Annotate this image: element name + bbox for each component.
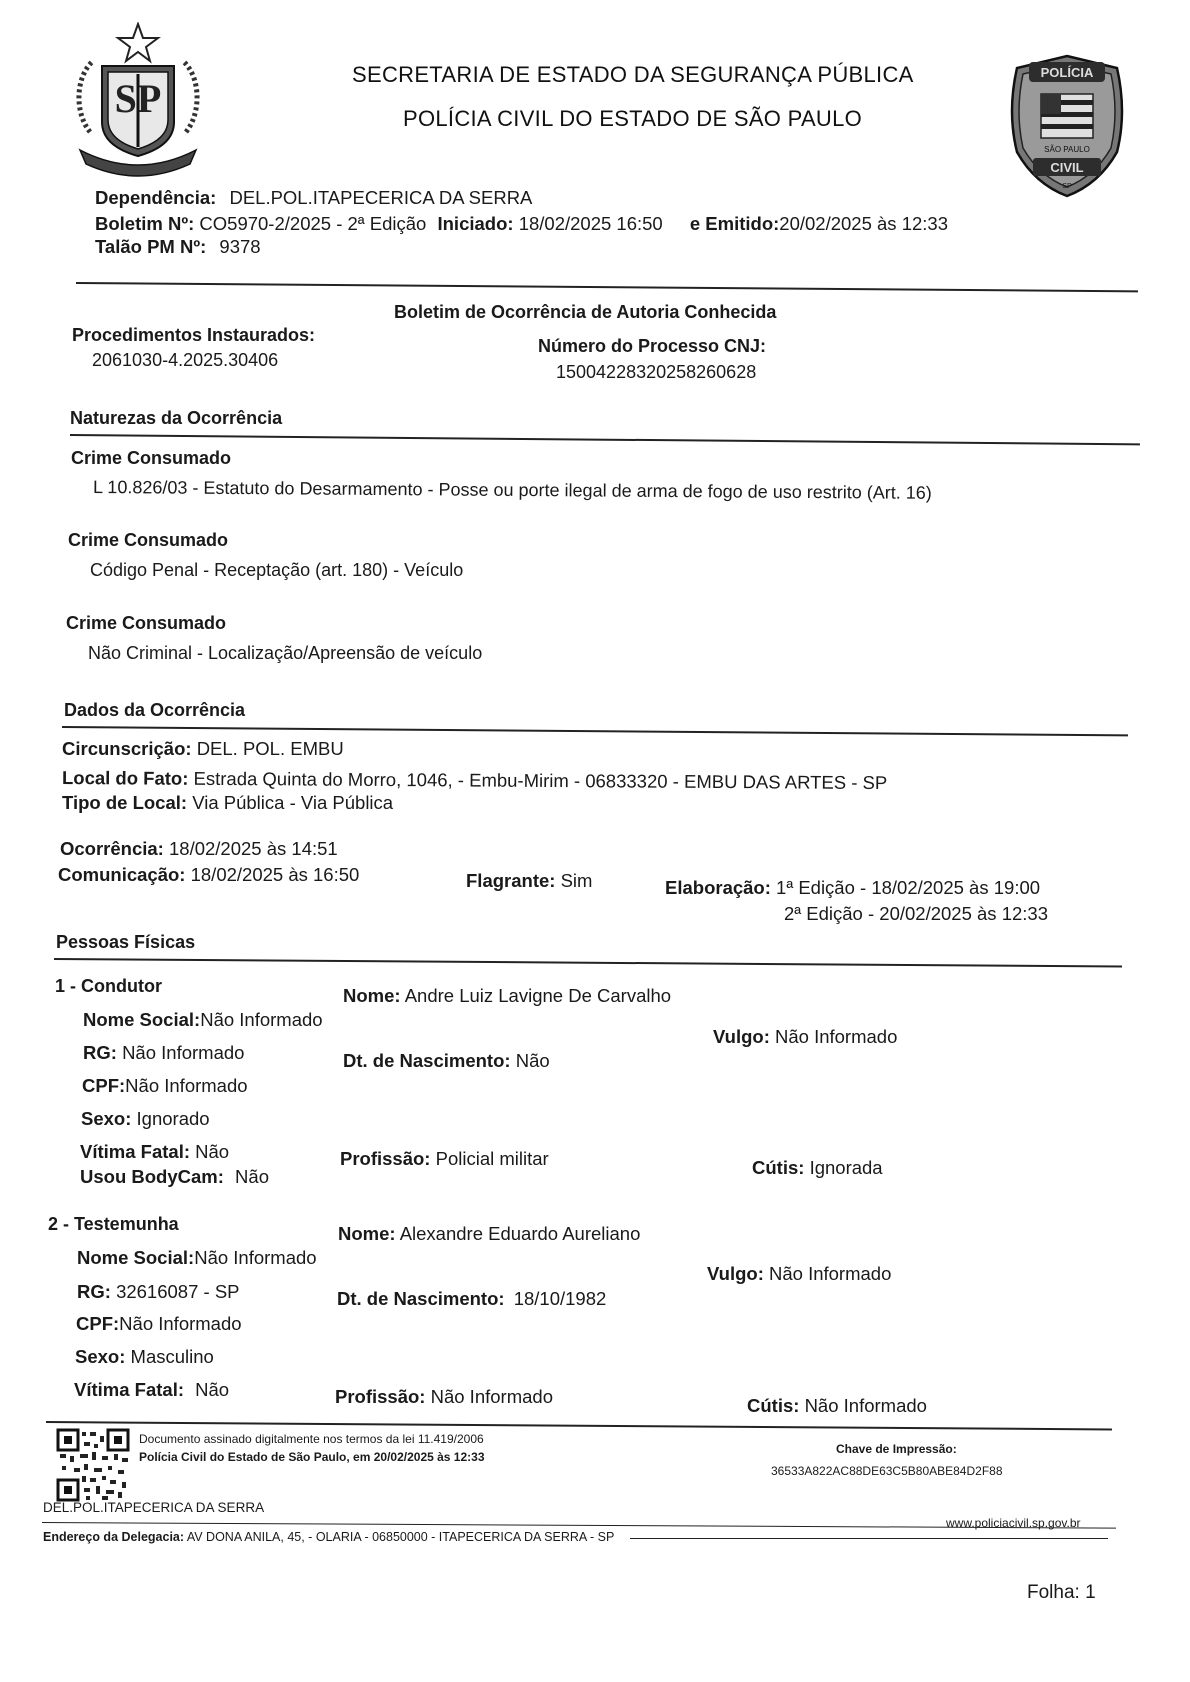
boletim-row <box>95 213 948 235</box>
talao-row <box>95 236 261 258</box>
talao-value: 9378 <box>219 236 261 257</box>
talao-label: Talão PM Nº: <box>95 236 207 257</box>
naturezas-section-title: Naturezas da Ocorrência <box>70 408 283 428</box>
comunicacao-label: Comunicação: <box>58 864 186 885</box>
pessoa-2-vulgo: Vulgo: Não Informado <box>707 1263 892 1284</box>
pessoa-2-role: 2 - Testemunha <box>48 1214 179 1234</box>
endereco-delegacia: Endereço da Delegacia: AV DONA ANILA, 45, - OLARIA - 06850000 - ITAPECERICA DA SERRA - SP <box>43 1530 615 1544</box>
pessoa-2-cutis: Cútis: Não Informado <box>747 1395 927 1416</box>
procedimentos-value: 2061030-4.2025.30406 <box>92 350 279 370</box>
pessoa-2-nascimento: Dt. de Nascimento: 18/10/1982 <box>337 1288 607 1309</box>
circunscricao-value: DEL. POL. EMBU <box>196 738 344 759</box>
pessoa-1-nome: Nome: Andre Luiz Lavigne De Carvalho <box>343 985 672 1006</box>
circunscricao-label: Circunscrição: <box>62 738 192 759</box>
local-fato-row <box>62 767 887 794</box>
dependencia-value: DEL.POL.ITAPECERICA DA SERRA <box>229 187 533 208</box>
policia-civil-badge <box>1003 52 1131 200</box>
local-fato-label: Local do Fato: <box>61 767 189 789</box>
elaboracao-row <box>665 877 1040 899</box>
comunicacao-value: 18/02/2025 às 16:50 <box>190 864 360 885</box>
policia-civil-emissao-text: Polícia Civil do Estado de São Paulo, em 20/02/2025 às 12:33 <box>139 1450 485 1464</box>
natureza-2-title: Crime Consumado <box>68 530 229 550</box>
pessoa-1-profissao: Profissão: Policial militar <box>340 1148 549 1169</box>
dependencia-row <box>95 187 532 209</box>
boletim-label: Boletim Nº: <box>95 213 195 234</box>
emitido-label: e Emitido: <box>689 213 780 234</box>
footer-top-divider <box>46 1421 1112 1430</box>
pessoa-1-cutis: Cútis: Ignorada <box>752 1157 883 1178</box>
processo-cnj-value: 15004228320258260628 <box>556 362 757 382</box>
pessoa-1-nascimento: Dt. de Nascimento: Não <box>343 1050 550 1071</box>
flagrante-row <box>466 870 592 892</box>
elaboracao-label: Elaboração: <box>665 877 771 898</box>
footer-delegacia: DEL.POL.ITAPECERICA DA SERRA <box>43 1500 265 1515</box>
pessoa-1-bodycam: Usou BodyCam: Não <box>80 1166 269 1187</box>
ocorrencia-row <box>60 838 338 860</box>
dependencia-label: Dependência: <box>95 187 217 208</box>
pessoa-2-sexo: Sexo: Masculino <box>75 1346 214 1367</box>
header-divider <box>76 282 1138 292</box>
site-link[interactable]: www.policiacivil.sp.gov.br <box>946 1516 1081 1530</box>
pessoa-2-nome-social: Nome Social:Não Informado <box>77 1247 317 1268</box>
procedimentos-label: Procedimentos Instaurados: <box>72 325 316 345</box>
svg-text:POLÍCIA: POLÍCIA <box>1040 65 1094 80</box>
ocorrencia-value: 18/02/2025 às 14:51 <box>169 838 338 859</box>
pessoa-1-rg: RG: Não Informado <box>83 1042 245 1063</box>
dados-section-title: Dados da Ocorrência <box>64 700 246 720</box>
pessoa-1-sexo: Sexo: Ignorado <box>81 1108 210 1129</box>
pessoas-divider <box>54 958 1122 967</box>
pessoa-1-vitima: Vítima Fatal: Não <box>80 1141 230 1162</box>
local-fato-value: Estrada Quinta do Morro, 1046, - Embu-Mirim - 06833320 - EMBU DAS ARTES - SP <box>193 767 888 794</box>
pessoa-1-nome-social: Nome Social:Não Informado <box>83 1009 323 1030</box>
assinatura-digital-text: Documento assinado digitalmente nos termos da lei 11.419/2006 <box>139 1432 484 1446</box>
comunicacao-row <box>58 864 359 886</box>
iniciado-value: 18/02/2025 16:50 <box>518 213 663 234</box>
folha-number: Folha: 1 <box>1027 1582 1096 1603</box>
emitido-value: 20/02/2025 às 12:33 <box>779 213 948 234</box>
circunscricao-row <box>62 738 344 760</box>
svg-text:SP: SP <box>1062 183 1072 190</box>
flagrante-label: Flagrante: <box>466 870 556 891</box>
pessoas-section-title: Pessoas Físicas <box>56 932 196 952</box>
natureza-3-desc: Não Criminal - Localização/Apreensão de veículo <box>88 643 483 663</box>
tipo-local-label: Tipo de Local: <box>62 792 188 813</box>
svg-text:SP: SP <box>114 76 162 121</box>
natureza-1-desc: L 10.826/03 - Estatuto do Desarmamento - Posse ou porte ilegal de arma de fogo de uso restrito (Art. 16) <box>92 477 932 503</box>
secretaria-title: SECRETARIA DE ESTADO DA SEGURANÇA PÚBLICA <box>352 62 914 87</box>
pessoa-2-profissao: Profissão: Não Informado <box>335 1386 553 1407</box>
svg-text:CIVIL: CIVIL <box>1050 160 1084 175</box>
natureza-2-desc: Código Penal - Receptação (art. 180) - Veículo <box>90 560 464 580</box>
elaboracao-2: 2ª Edição - 20/02/2025 às 12:33 <box>784 903 1048 924</box>
flagrante-value: Sim <box>560 870 593 891</box>
iniciado-label: Iniciado: <box>437 213 514 234</box>
pessoa-2-vitima: Vítima Fatal: Não <box>74 1379 230 1400</box>
pessoa-1-vulgo: Vulgo: Não Informado <box>713 1026 898 1047</box>
policia-civil-title: POLÍCIA CIVIL DO ESTADO DE SÃO PAULO <box>403 106 863 131</box>
tipo-local-value: Via Pública - Via Pública <box>192 792 394 813</box>
pessoa-2-nome: Nome: Alexandre Eduardo Aureliano <box>338 1223 641 1244</box>
dados-divider <box>62 726 1128 736</box>
chave-impressao-label: Chave de Impressão: <box>836 1442 957 1456</box>
pessoa-1-cpf: CPF:Não Informado <box>82 1075 248 1096</box>
chave-impressao-value: 36533A822AC88DE63C5B80ABE84D2F88 <box>771 1464 1003 1478</box>
boletim-value: CO5970-2/2025 - 2ª Edição <box>199 213 427 234</box>
natureza-3-title: Crime Consumado <box>66 613 227 633</box>
naturezas-divider <box>70 434 1140 445</box>
pessoa-2-rg: RG: 32616087 - SP <box>77 1281 240 1302</box>
boletim-type-title: Boletim de Ocorrência de Autoria Conhecida <box>394 302 777 322</box>
qr-code-icon <box>56 1428 130 1502</box>
natureza-1-title: Crime Consumado <box>71 448 232 468</box>
tipo-local-row <box>62 792 393 814</box>
pessoa-1-role: 1 - Condutor <box>55 976 162 996</box>
ocorrencia-label: Ocorrência: <box>60 838 164 859</box>
footer-bottom-divider <box>630 1538 1108 1539</box>
processo-cnj-label: Número do Processo CNJ: <box>538 336 767 356</box>
sp-coat-of-arms-emblem <box>72 22 204 180</box>
pessoa-2-cpf: CPF:Não Informado <box>76 1313 242 1334</box>
svg-text:SÃO PAULO: SÃO PAULO <box>1044 145 1090 154</box>
elaboracao-1: 1ª Edição - 18/02/2025 às 19:00 <box>776 877 1041 898</box>
